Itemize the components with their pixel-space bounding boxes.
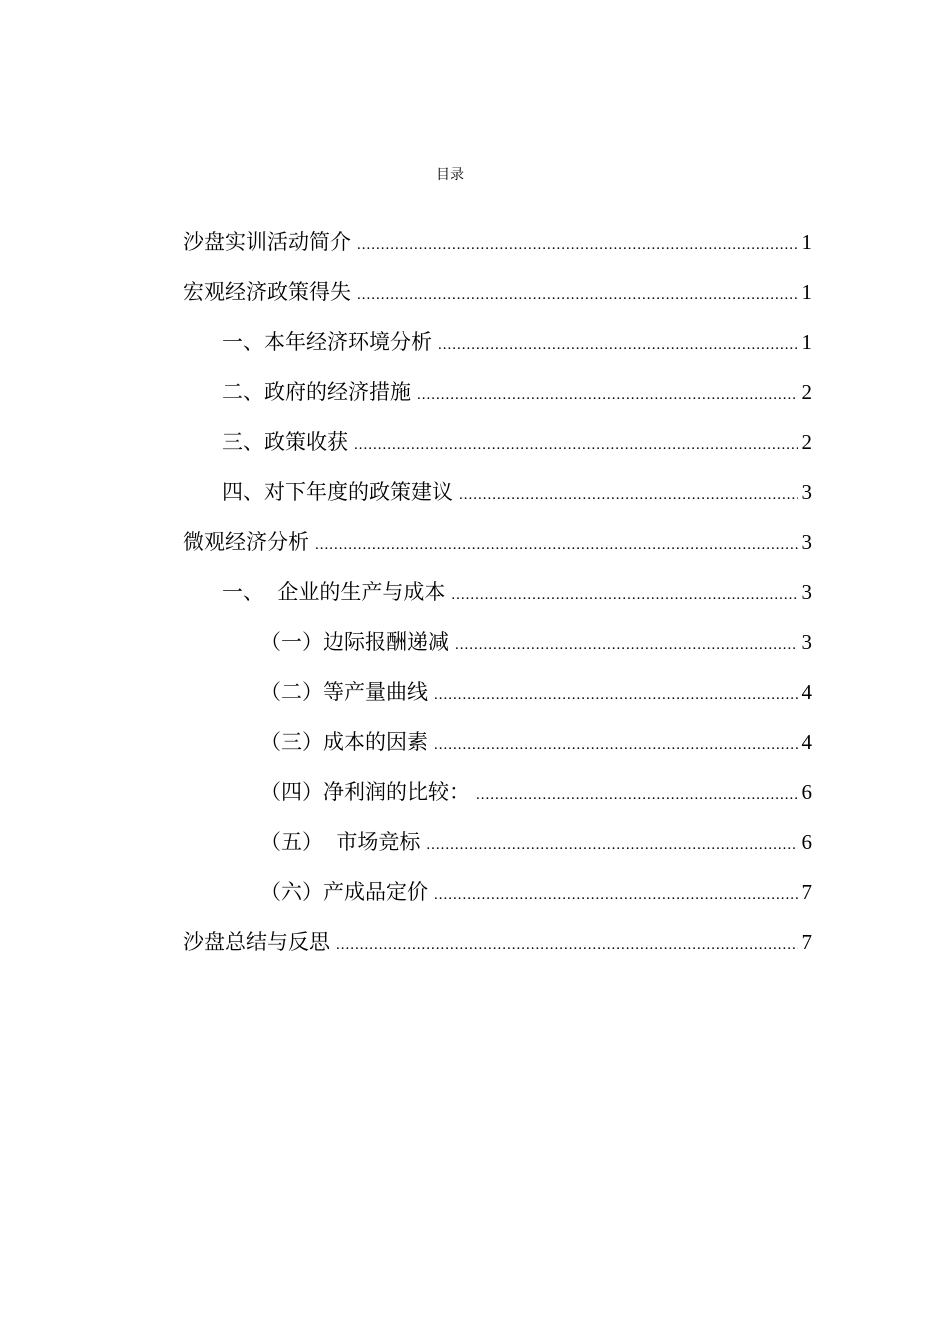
dot-leader	[357, 277, 798, 313]
toc-entry[interactable]	[222, 574, 812, 610]
toc-entry-label: （三）成本的因素	[260, 730, 428, 754]
toc-entry[interactable]	[183, 224, 812, 260]
toc-entry[interactable]	[222, 324, 812, 360]
toc-entry-label: （二）等产量曲线	[260, 680, 428, 704]
toc-entry-page-number: 3	[801, 480, 812, 504]
toc-entry-page-number: 7	[801, 880, 812, 904]
toc-entry[interactable]	[222, 374, 812, 410]
dot-leader	[354, 427, 798, 463]
toc-title: 目录	[436, 167, 464, 183]
dot-leader	[438, 327, 798, 363]
dot-leader	[459, 477, 798, 513]
toc-entry-label: （一）边际报酬递减	[260, 630, 449, 654]
dot-leader	[434, 877, 798, 913]
dot-leader	[476, 777, 798, 813]
toc-entry[interactable]	[260, 674, 812, 710]
dot-leader	[455, 627, 798, 663]
toc-entry-page-number: 1	[801, 330, 812, 354]
toc-entry[interactable]	[260, 874, 812, 910]
toc-entry[interactable]	[222, 424, 812, 460]
toc-entry-page-number: 6	[801, 780, 812, 804]
toc-entry[interactable]	[183, 924, 812, 960]
toc-entry[interactable]	[260, 724, 812, 760]
toc-entry[interactable]	[260, 624, 812, 660]
toc-entry-label: 沙盘总结与反思	[183, 930, 330, 954]
toc-entry[interactable]	[222, 474, 812, 510]
toc-entry-page-number: 3	[801, 530, 812, 554]
toc-entry-page-number: 3	[801, 580, 812, 604]
toc-entry[interactable]	[260, 824, 812, 860]
toc-entry-label: （六）产成品定价	[260, 880, 428, 904]
toc-entry-label: 宏观经济政策得失	[183, 280, 351, 304]
toc-entry[interactable]	[183, 274, 812, 310]
toc-entry-page-number: 2	[801, 430, 812, 454]
toc-entry-page-number: 2	[801, 380, 812, 404]
dot-leader	[315, 527, 798, 563]
toc-entry[interactable]	[183, 524, 812, 560]
toc-entry-page-number: 1	[801, 230, 812, 254]
toc-entry-label: 微观经济分析	[183, 530, 309, 554]
dot-leader	[434, 727, 798, 763]
toc-entry-label: （五） 市场竞标	[260, 830, 421, 854]
toc-entry-page-number: 4	[801, 730, 812, 754]
toc-entry-page-number: 3	[801, 630, 812, 654]
dot-leader	[451, 577, 797, 613]
toc-entry-label: （四）净利润的比较：	[260, 780, 470, 804]
toc-entry-page-number: 6	[801, 830, 812, 854]
toc-entry-label: 一、 企业的生产与成本	[222, 580, 446, 604]
toc-entry-label: 一、本年经济环境分析	[222, 330, 432, 354]
toc-entry-label: 沙盘实训活动简介	[183, 230, 351, 254]
toc-entry-page-number: 4	[801, 680, 812, 704]
toc-entry[interactable]	[260, 774, 812, 810]
dot-leader	[417, 377, 798, 413]
dot-leader	[426, 827, 797, 863]
dot-leader	[336, 927, 798, 963]
toc-entry-label: 四、对下年度的政策建议	[222, 480, 453, 504]
dot-leader	[357, 227, 798, 263]
toc-entry-page-number: 1	[801, 280, 812, 304]
toc-entry-label: 三、政策收获	[222, 430, 348, 454]
toc-entry-label: 二、政府的经济措施	[222, 380, 411, 404]
dot-leader	[434, 677, 798, 713]
toc-entry-page-number: 7	[801, 930, 812, 954]
